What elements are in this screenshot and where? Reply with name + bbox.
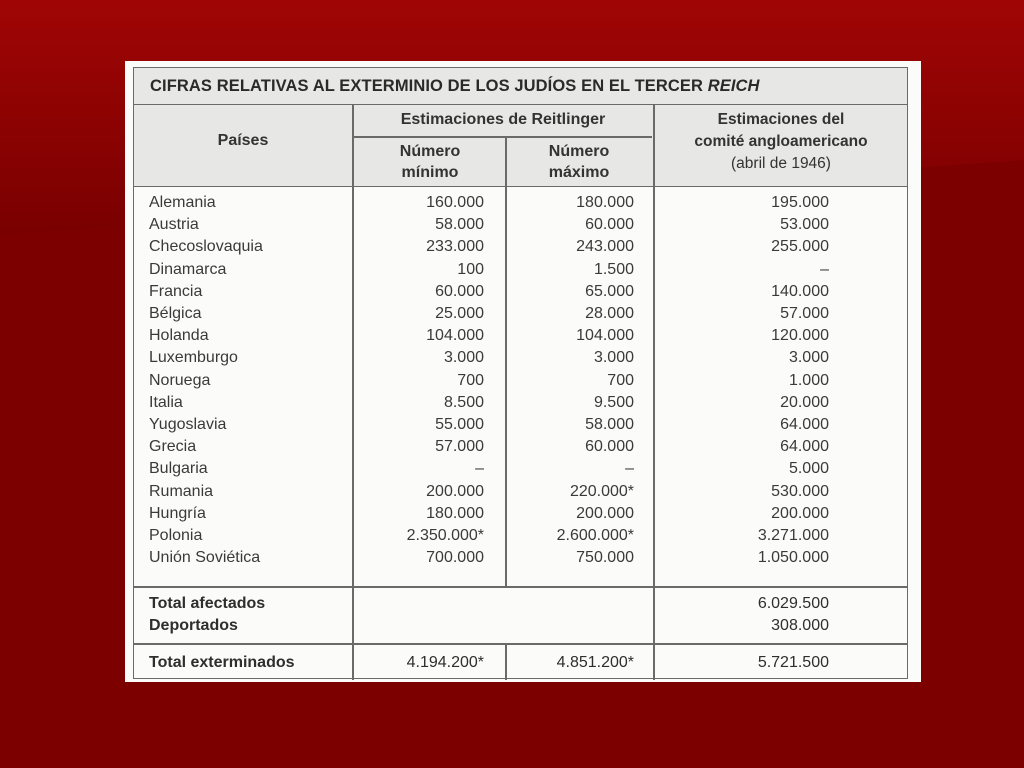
total-afectados-row [134,595,907,617]
cell-min: 160.000 [426,194,484,211]
document-sheet [125,61,921,682]
cell-comite: 1.050.000 [757,549,829,567]
cell-max: 58.000 [585,416,634,433]
table-title-italic: REICH [707,77,760,95]
total-exterminados-comite: 5.721.500 [757,654,829,671]
cell-min: – [475,460,484,478]
cell-pais: Francia [149,282,203,300]
cell-max: 200.000 [576,504,634,522]
cell-comite: 3.000 [788,349,829,367]
table-row [134,416,907,438]
cell-comite: 53.000 [780,216,829,234]
header-comite-line1: Estimaciones del [717,111,845,128]
header-divider [354,136,652,138]
table-title [134,68,907,105]
data-table [133,67,908,679]
cell-comite: 120.000 [771,327,829,345]
table-row [134,238,907,260]
table-header [134,105,907,187]
total-exterminados-min: 4.194.200* [406,654,484,671]
cell-max: 243.000 [576,238,634,256]
cell-comite: 64.000 [780,416,829,433]
cell-max: 1.500 [593,260,634,278]
cell-min: 700 [457,371,484,389]
table-row [134,305,907,327]
table-row [134,349,907,371]
cell-pais: Hungría [149,504,206,522]
cell-max: 60.000 [585,438,634,456]
deportados-label: Deportados [149,617,238,634]
cell-pais: Holanda [149,327,209,345]
table-title-text: CIFRAS RELATIVAS AL EXTERMINIO DE LOS JUDÍOS EN EL TERCER [150,77,704,95]
table-row [134,438,907,460]
table-row [134,505,907,527]
cell-min: 104.000 [426,327,484,345]
cell-pais: Polonia [149,527,203,544]
cell-min: 3.000 [443,349,484,367]
cell-pais: Yugoslavia [149,416,227,433]
table-row [134,216,907,238]
final-separator [134,643,907,645]
cell-comite: 5.000 [788,460,829,478]
cell-comite: 140.000 [771,282,829,300]
cell-max: 3.000 [593,349,634,367]
cell-min: 180.000 [426,504,484,522]
cell-pais: Dinamarca [149,260,227,278]
cell-max: 60.000 [585,216,634,234]
cell-min: 8.500 [443,393,484,411]
cell-min: 57.000 [435,438,484,456]
cell-comite: 57.000 [780,305,829,322]
header-min [354,141,506,183]
table-row [134,327,907,349]
cell-comite: 200.000 [771,504,829,522]
header-max-line1: Número [548,143,610,160]
cell-min: 233.000 [426,238,484,256]
table-row [134,261,907,283]
cell-pais: Noruega [149,371,211,389]
table-row [134,483,907,505]
deportados-row [134,617,907,639]
cell-max: 65.000 [585,282,634,300]
cell-max: 750.000 [576,549,634,567]
total-exterminados-label: Total exterminados [149,654,295,671]
cell-comite: 1.000 [788,371,829,389]
table-row [134,527,907,549]
table-row [134,194,907,216]
header-max-line2: máximo [548,164,610,181]
cell-pais: Unión Soviética [149,549,261,567]
header-comite-line3: (abril de 1946) [731,155,831,172]
cell-min: 25.000 [435,305,484,322]
header-reitlinger: Estimaciones de Reitlinger [400,111,606,128]
cell-pais: Austria [149,216,199,234]
cell-comite: 195.000 [771,194,829,211]
deportados-comite: 308.000 [771,617,829,634]
cell-comite: 255.000 [771,238,829,256]
cell-min: 100 [457,260,484,278]
total-afectados-label: Total afectados [149,595,266,612]
cell-comite: 64.000 [780,438,829,456]
cell-comite: 20.000 [780,393,829,411]
total-exterminados-max: 4.851.200* [556,654,634,671]
header-min-line1: Número [399,143,461,160]
table-row [134,372,907,394]
totals-separator [134,586,907,588]
total-afectados-comite: 6.029.500 [757,595,829,612]
cell-max: 2.600.000* [556,527,634,544]
table-row [134,283,907,305]
cell-pais: Luxemburgo [149,349,238,367]
cell-comite: 530.000 [771,482,829,500]
cell-pais: Alemania [149,194,216,211]
cell-max: 220.000* [569,482,634,500]
cell-min: 55.000 [435,416,484,433]
cell-max: 104.000 [576,327,634,345]
total-exterminados-row [134,654,907,676]
table-row [134,394,907,416]
header-paises: Países [217,132,269,149]
header-comite [654,109,908,175]
cell-min: 60.000 [435,282,484,300]
cell-comite: 3.271.000 [757,527,829,544]
cell-pais: Italia [149,393,183,411]
cell-pais: Checoslovaquia [149,238,263,256]
cell-pais: Rumania [149,482,214,500]
table-row [134,460,907,482]
table-row [134,549,907,571]
cell-min: 700.000 [426,549,484,567]
header-max [506,141,652,183]
cell-pais: Grecia [149,438,197,456]
cell-max: 700 [607,371,634,389]
cell-min: 200.000 [426,482,484,500]
cell-pais: Bulgaria [149,460,208,478]
cell-min: 2.350.000* [406,527,484,544]
cell-max: 9.500 [593,393,634,411]
cell-min: 58.000 [435,216,484,234]
cell-max: 28.000 [585,305,634,322]
header-comite-line2: comité angloamericano [694,133,868,150]
cell-max: – [625,460,634,478]
header-min-line2: mínimo [401,164,459,181]
cell-comite: – [820,260,829,278]
cell-max: 180.000 [576,194,634,211]
cell-pais: Bélgica [149,305,202,322]
